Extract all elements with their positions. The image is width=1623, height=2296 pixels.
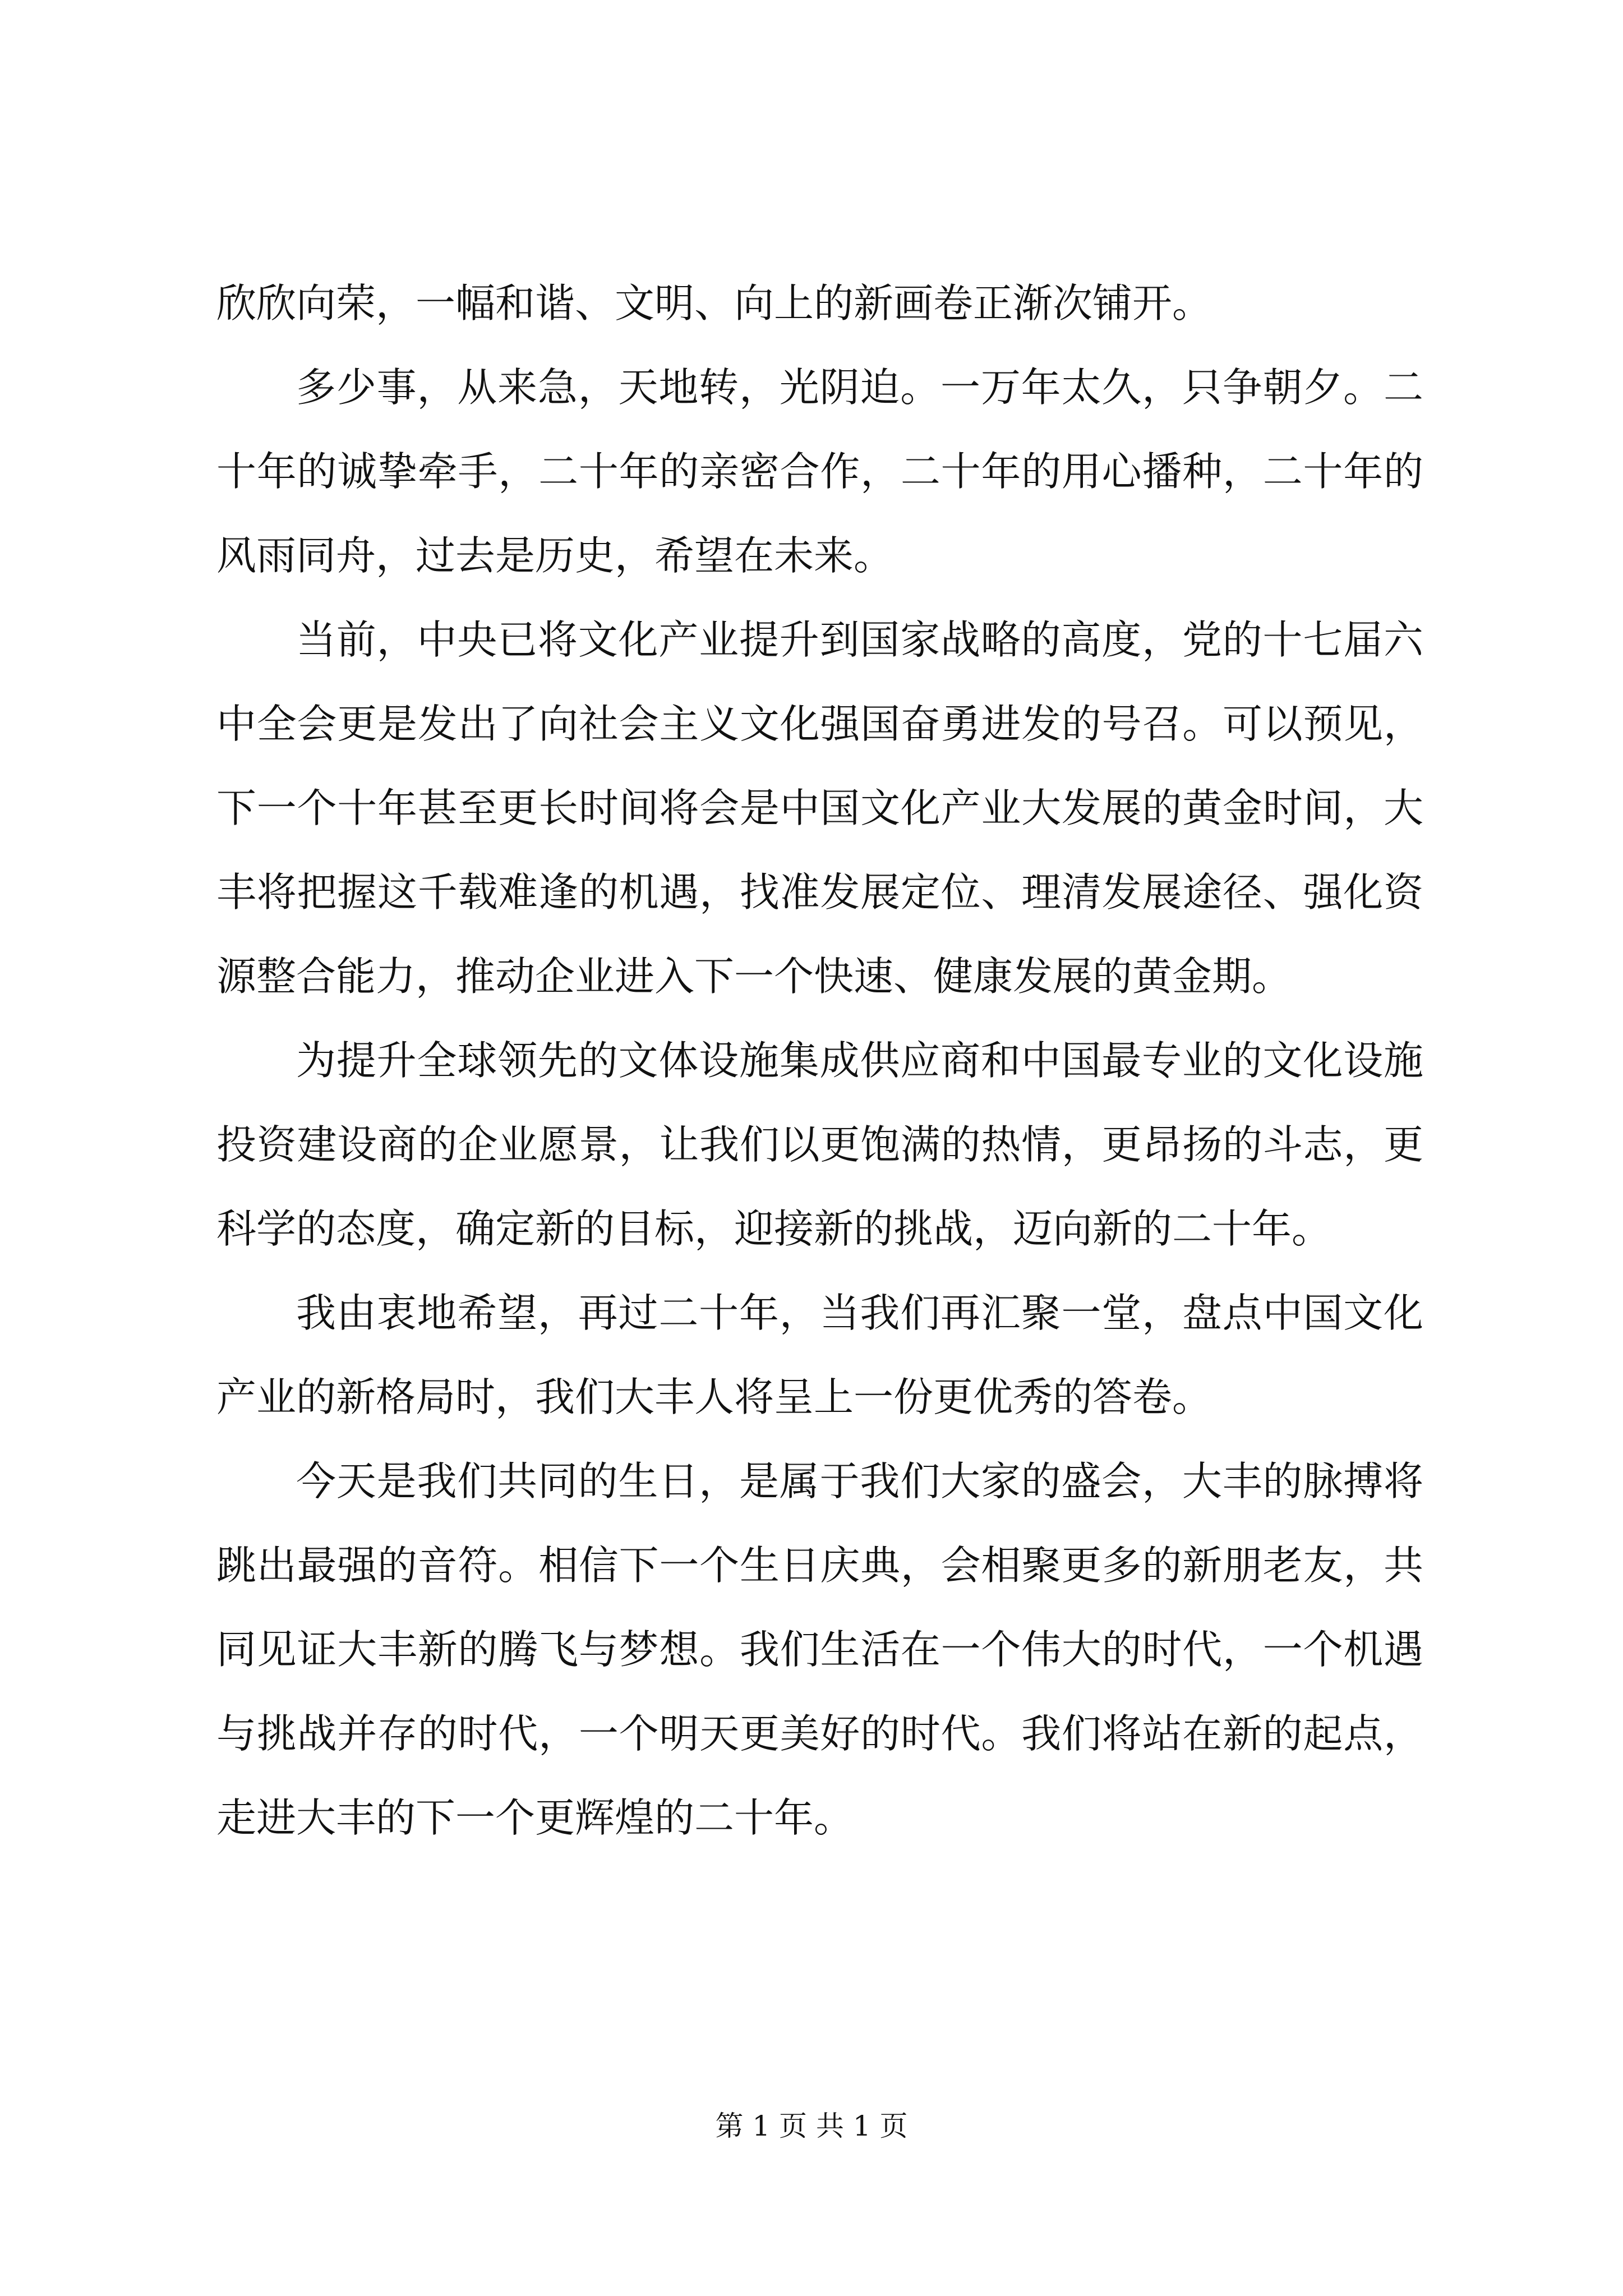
paragraph-1: 欣欣向荣，一幅和谐、文明、向上的新画卷正渐次铺开。 bbox=[216, 280, 1212, 326]
paragraph-6: 今天是我们共同的生日，是属于我们大家的盛会，大丰的脉搏将跳出最强的音符。相信下一个生日庆典，会相聚更多的新朋老友，共同见证大丰新的腾飞与梦想。我们生活在一个伟大的时代，一个机遇与挑战并存的时代，一个明天更美好的时代。我们将站在新的起点，走进大丰的下一个更辉煌的二十年。 bbox=[216, 1458, 1423, 1841]
paragraph-5: 我由衷地希望，再过二十年，当我们再汇聚一堂，盘点中国文化产业的新格局时，我们大丰人将呈上一份更优秀的答卷。 bbox=[216, 1290, 1423, 1420]
paragraph-2: 多少事，从来急，天地转，光阴迫。一万年太久，只争朝夕。二十年的诚挚牵手，二十年的亲密合作，二十年的用心播种，二十年的风雨同舟，过去是历史，希望在未来。 bbox=[216, 364, 1423, 579]
paragraph-3: 当前，中央已将文化产业提升到国家战略的高度，党的十七届六中全会更是发出了向社会主义文化强国奋勇进发的号召。可以预见，下一个十年甚至更长时间将会是中国文化产业大发展的黄金时间，大丰将把握这千载难逢的机遇，找准发展定位、理清发展途径、强化资源整合能力，推动企业进入下一个快速、健康发展的黄金期。 bbox=[216, 616, 1423, 1000]
page-footer: 第 1 页 共 1 页 bbox=[715, 2110, 908, 2142]
document-body bbox=[216, 261, 1423, 1860]
paragraph-4: 为提升全球领先的文体设施集成供应商和中国最专业的文化设施投资建设商的企业愿景，让我们以更饱满的热情，更昂扬的斗志，更科学的态度，确定新的目标，迎接新的挑战，迈向新的二十年。 bbox=[216, 1037, 1423, 1252]
